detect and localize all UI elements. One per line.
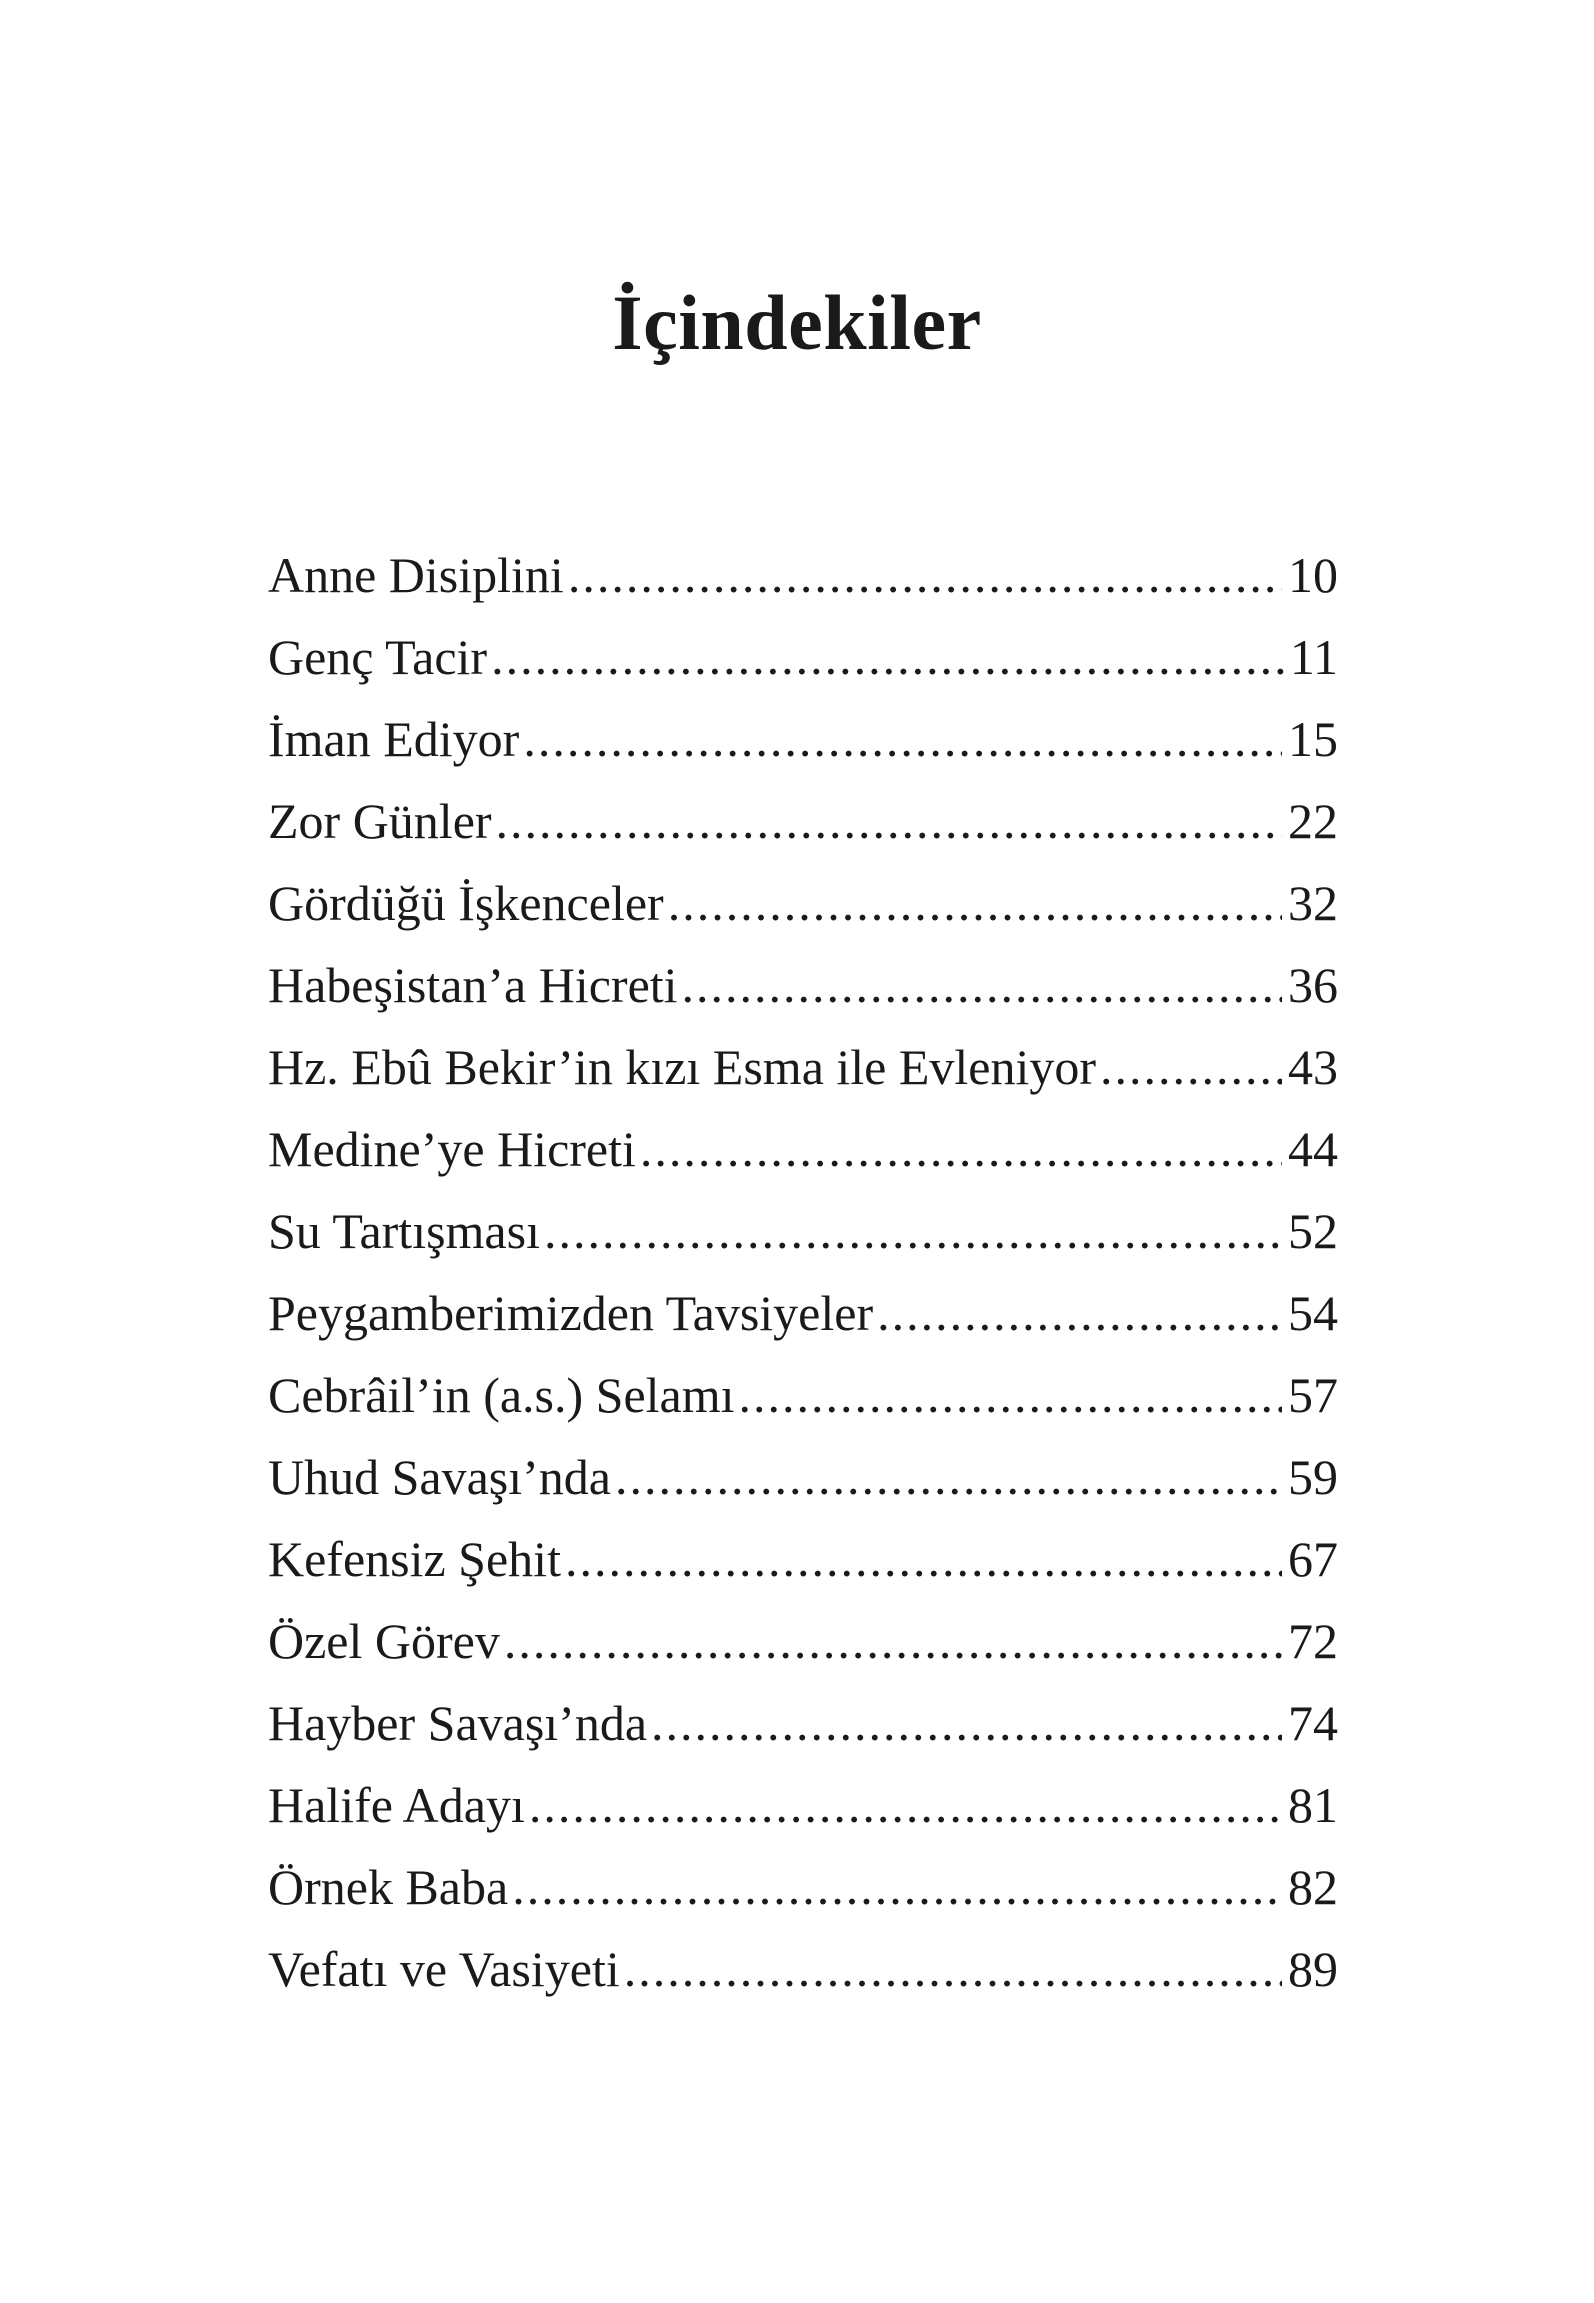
dot-leader bbox=[504, 1600, 1282, 1682]
dot-leader bbox=[523, 698, 1282, 780]
dot-leader bbox=[529, 1764, 1282, 1846]
toc-entry bbox=[268, 1682, 1338, 1764]
toc-entry bbox=[268, 862, 1338, 944]
toc-entry-title: İman Ediyor bbox=[268, 711, 520, 767]
toc-entry-page-number: 72 bbox=[1288, 1613, 1338, 1669]
toc-entry-title: Cebrâil’in (a.s.) Selamı bbox=[268, 1367, 735, 1423]
toc-entry bbox=[268, 944, 1338, 1026]
dot-leader bbox=[1100, 1026, 1282, 1108]
dot-leader bbox=[615, 1436, 1282, 1518]
toc-entry-page-number: 54 bbox=[1288, 1285, 1338, 1341]
toc-entry-title: Anne Disiplini bbox=[268, 547, 564, 603]
dot-leader bbox=[565, 1518, 1282, 1600]
toc-entry-page-number: 10 bbox=[1288, 547, 1338, 603]
toc-entry-title: Genç Tacir bbox=[268, 629, 488, 685]
toc-entry bbox=[268, 698, 1338, 780]
toc-entry bbox=[268, 616, 1338, 698]
toc-entry-page-number: 59 bbox=[1288, 1449, 1338, 1505]
toc-entry-title: Hayber Savaşı’nda bbox=[268, 1695, 648, 1751]
toc-entry-page-number: 67 bbox=[1288, 1531, 1338, 1587]
toc-entry-title: Su Tartışması bbox=[268, 1203, 540, 1259]
dot-leader bbox=[739, 1354, 1282, 1436]
toc-entry-title: Hz. Ebû Bekir’in kızı Esma ile Evleniyor bbox=[268, 1039, 1097, 1095]
dot-leader bbox=[682, 944, 1282, 1026]
toc-entry-page-number: 22 bbox=[1288, 793, 1338, 849]
toc-entry-page-number: 43 bbox=[1288, 1039, 1338, 1095]
toc-entry bbox=[268, 1436, 1338, 1518]
toc-entry bbox=[268, 1518, 1338, 1600]
toc-entry-title: Örnek Baba bbox=[268, 1859, 509, 1915]
dot-leader bbox=[544, 1190, 1282, 1272]
toc-entry-title: Habeşistan’a Hicreti bbox=[268, 957, 678, 1013]
toc-entry-page-number: 15 bbox=[1288, 711, 1338, 767]
toc-entry-page-number: 57 bbox=[1288, 1367, 1338, 1423]
table-of-contents bbox=[268, 534, 1338, 2010]
page-title: İçindekiler bbox=[612, 279, 982, 366]
dot-leader bbox=[668, 862, 1282, 944]
toc-entry-title: Peygamberimizden Tavsiyeler bbox=[268, 1285, 874, 1341]
toc-entry bbox=[268, 1928, 1338, 2010]
toc-entry-title: Uhud Savaşı’nda bbox=[268, 1449, 611, 1505]
dot-leader bbox=[640, 1108, 1282, 1190]
toc-entry-page-number: 44 bbox=[1288, 1121, 1338, 1177]
toc-entry-page-number: 81 bbox=[1288, 1777, 1338, 1833]
dot-leader bbox=[491, 616, 1284, 698]
toc-entry bbox=[268, 1764, 1338, 1846]
dot-leader bbox=[512, 1846, 1282, 1928]
toc-entry-title: Gördüğü İşkenceler bbox=[268, 875, 664, 931]
toc-entry-title: Vefatı ve Vasiyeti bbox=[268, 1941, 620, 1997]
toc-entry bbox=[268, 1600, 1338, 1682]
dot-leader bbox=[568, 534, 1282, 616]
dot-leader bbox=[624, 1928, 1282, 2010]
toc-entry-title: Kefensiz Şehit bbox=[268, 1531, 561, 1587]
toc-entry-title: Zor Günler bbox=[268, 793, 492, 849]
toc-entry bbox=[268, 1026, 1338, 1108]
dot-leader bbox=[877, 1272, 1282, 1354]
dot-leader bbox=[496, 780, 1282, 862]
toc-entry bbox=[268, 1846, 1338, 1928]
dot-leader bbox=[651, 1682, 1282, 1764]
toc-entry-page-number: 52 bbox=[1288, 1203, 1338, 1259]
toc-entry bbox=[268, 534, 1338, 616]
toc-entry bbox=[268, 1272, 1338, 1354]
toc-entry-page-number: 82 bbox=[1288, 1859, 1338, 1915]
toc-entry-page-number: 36 bbox=[1288, 957, 1338, 1013]
toc-entry-page-number: 74 bbox=[1288, 1695, 1338, 1751]
toc-entry-page-number: 89 bbox=[1288, 1941, 1338, 1997]
toc-entry-title: Özel Görev bbox=[268, 1613, 500, 1669]
toc-entry bbox=[268, 1190, 1338, 1272]
toc-entry-page-number: 32 bbox=[1288, 875, 1338, 931]
toc-entry bbox=[268, 1108, 1338, 1190]
toc-entry-title: Medine’ye Hicreti bbox=[268, 1121, 636, 1177]
toc-entry bbox=[268, 780, 1338, 862]
toc-entry bbox=[268, 1354, 1338, 1436]
toc-entry-page-number: 11 bbox=[1289, 629, 1338, 685]
toc-entry-title: Halife Adayı bbox=[268, 1777, 525, 1833]
